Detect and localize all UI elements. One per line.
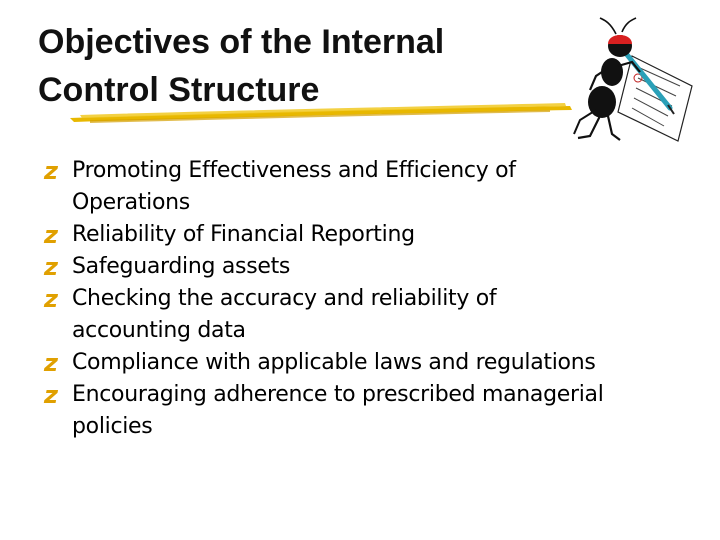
bullet-text-line-1: Compliance with applicable laws and regulations [72, 350, 596, 375]
bullet-text-line-2: policies [72, 414, 153, 439]
bullet-z-icon: z [44, 349, 58, 377]
bullet-text-line-2: Operations [72, 190, 190, 215]
list-item [44, 251, 704, 283]
bullet-text-line-1: Reliability of Financial Reporting [72, 222, 415, 247]
list-item [44, 219, 704, 251]
list-item [44, 283, 704, 347]
list-item [44, 347, 704, 379]
bullet-text-line-2: accounting data [72, 318, 246, 343]
brush-underline [60, 100, 580, 126]
bullet-text-line-1: Encouraging adherence to prescribed managerial [72, 382, 604, 407]
bullet-z-icon: z [44, 285, 58, 313]
bullet-z-icon: z [44, 157, 58, 185]
checklist-paper-icon [618, 56, 692, 141]
bullet-text-line-1: Safeguarding assets [72, 254, 291, 279]
bullet-z-icon: z [44, 381, 58, 409]
list-item [44, 155, 704, 219]
bullet-text-line-1: Checking the accuracy and reliability of [72, 286, 497, 311]
title-line-2: Control Structure [38, 71, 320, 109]
bullet-text-line-1: Promoting Effectiveness and Efficiency of [72, 158, 516, 183]
list-item [44, 379, 704, 443]
bullet-list [44, 155, 704, 443]
title-line-1: Objectives of the Internal [38, 23, 445, 61]
bullet-z-icon: z [44, 221, 58, 249]
bullet-z-icon: z [44, 253, 58, 281]
ant-with-pen-clipart [560, 16, 700, 156]
